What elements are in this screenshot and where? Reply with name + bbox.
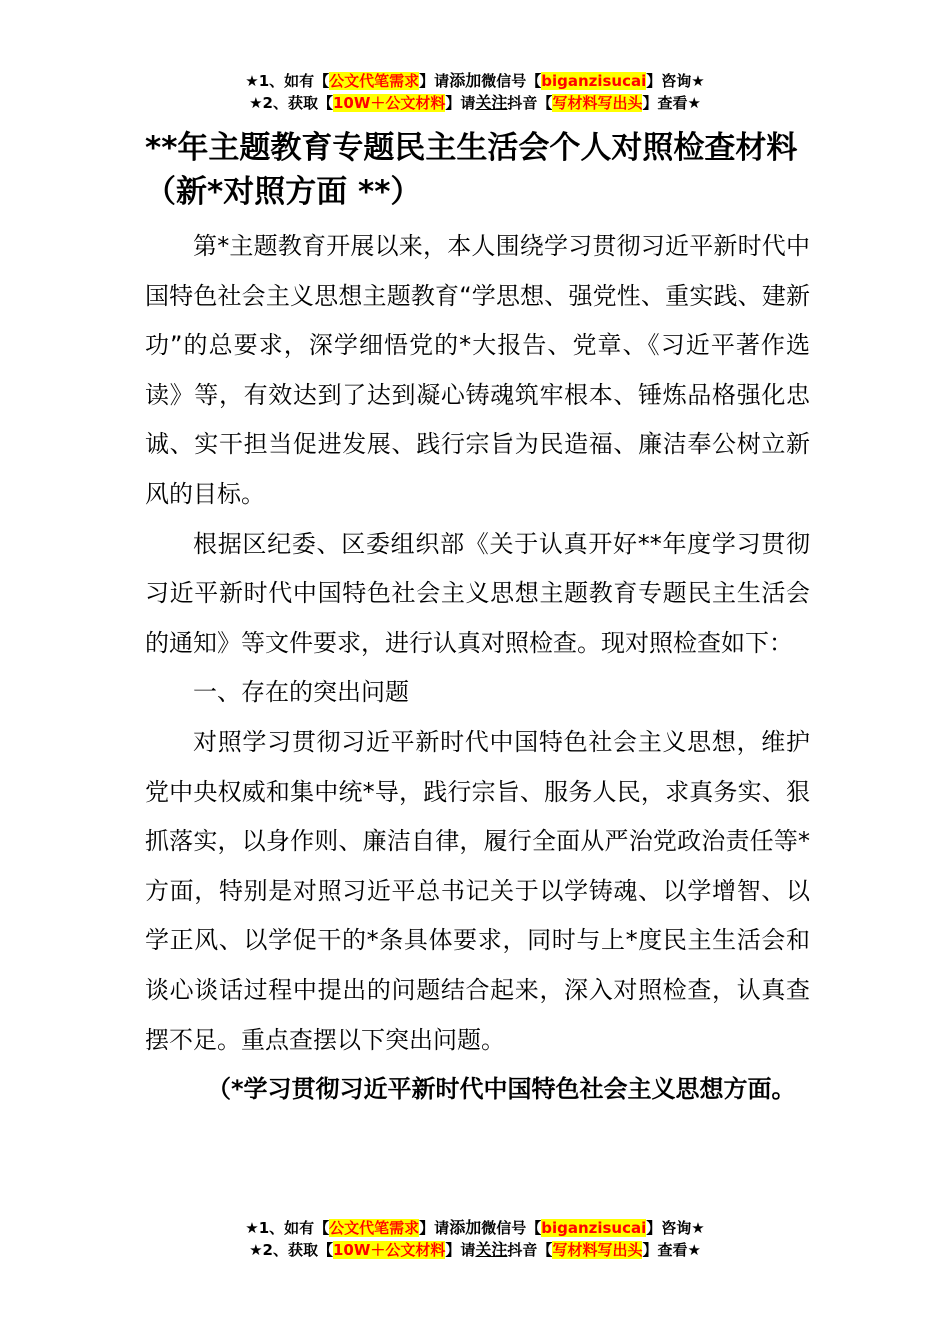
paragraph-problems: 对照学习贯彻习近平新时代中国特色社会主义思想，维护党中央权威和集中统*导，践行宗旨、服务人民，求真务实、狠抓落实，以身作则、廉洁自律，履行全面从严治党政治责任等*方面，特别是对照习近平总书记关于以学铸魂、以学增智、以学正风、以学促干的*条具体要求，同时与上*度民主生活会和谈心谈话过程中提出的问题结合起来，深入对照检查，认真查摆不足。重点查摆以下突出问题。	[145, 727, 810, 1054]
promo-highlight: 公文代笔需求	[329, 72, 420, 90]
promo-text: ★1、如有【	[245, 1219, 330, 1237]
promo-emphasis: 添加	[449, 71, 482, 90]
document-title: **年主题教育专题民主生活会个人对照检查材料（新*对照方面 **）	[145, 130, 798, 210]
promo-text: ★2、获取【	[249, 94, 333, 112]
promo-highlight: biganzisucai	[541, 1219, 647, 1237]
promo-emphasis: 关注	[475, 93, 508, 112]
promo-line-2	[0, 1239, 950, 1261]
promo-text: 微信号【	[481, 72, 542, 90]
promo-highlight: 写材料写出头	[552, 94, 643, 112]
promo-highlight: biganzisucai	[541, 72, 647, 90]
promo-text: 】请	[419, 1219, 450, 1237]
promo-text: ★2、获取【	[249, 1241, 333, 1259]
promo-text: 】咨询★	[646, 1219, 705, 1237]
document-body	[145, 222, 810, 1115]
promo-text: 抖音【	[507, 1241, 553, 1259]
promo-line-1	[0, 70, 950, 92]
header-promo-banner	[0, 70, 950, 114]
promo-text: ★1、如有【	[245, 72, 330, 90]
promo-emphasis: 关注	[475, 1240, 508, 1259]
promo-text: 微信号【	[481, 1219, 542, 1237]
subsection-heading: （*学习贯彻习近平新时代中国特色社会主义思想方面。	[207, 1075, 796, 1104]
promo-emphasis: 添加	[449, 1218, 482, 1237]
promo-text: 】咨询★	[646, 72, 705, 90]
promo-text: 】查看★	[642, 1241, 701, 1259]
promo-text: 】请	[445, 1241, 476, 1259]
promo-highlight: 写材料写出头	[552, 1241, 643, 1259]
promo-highlight: 10W＋公文材料	[332, 1241, 446, 1259]
promo-text: 】查看★	[642, 94, 701, 112]
paragraph-intro: 第*主题教育开展以来，本人围绕学习贯彻习近平新时代中国特色社会主义思想主题教育“学思想、强党性、重实践、建新功”的总要求，深学细悟党的*大报告、党章、《习近平著作选读》等，有效达到了达到凝心铸魂筑牢根本、锤炼品格强化忠诚、实干担当促进发展、践行宗旨为民造福、廉洁奉公树立新风的目标。	[145, 232, 810, 508]
footer-promo-banner	[0, 1217, 950, 1261]
promo-text: 】请	[419, 72, 450, 90]
promo-line-2	[0, 92, 950, 114]
paragraph-basis: 根据区纪委、区委组织部《关于认真开好**年度学习贯彻习近平新时代中国特色社会主义思想主题教育专题民主生活会的通知》等文件要求，进行认真对照检查。现对照检查如下：	[145, 529, 810, 657]
section-heading: 一、存在的突出问题	[193, 678, 409, 707]
promo-text: 抖音【	[507, 94, 553, 112]
promo-highlight: 10W＋公文材料	[332, 94, 446, 112]
promo-line-1	[0, 1217, 950, 1239]
promo-highlight: 公文代笔需求	[329, 1219, 420, 1237]
promo-text: 】请	[445, 94, 476, 112]
